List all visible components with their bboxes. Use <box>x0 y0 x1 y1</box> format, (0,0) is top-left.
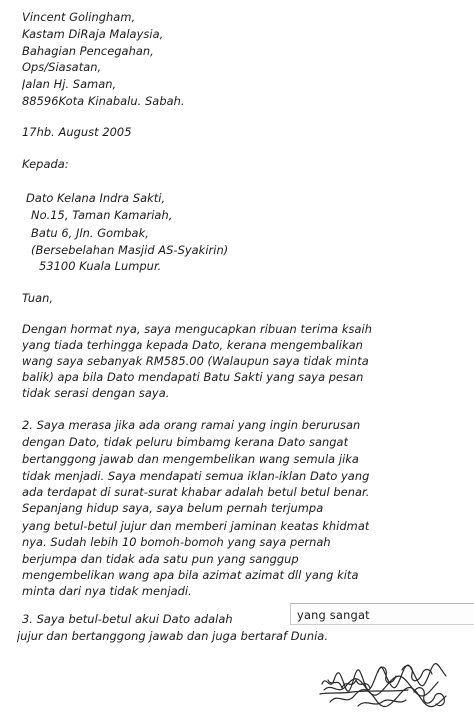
kepada-label: Kepada: <box>22 157 69 171</box>
recipient-name: Dato Kelana Indra Sakti, <box>26 191 166 205</box>
signature-scribble <box>318 662 452 712</box>
paragraph-line: berjumpa dan tidak ada satu pun yang sanggup <box>22 552 299 566</box>
sender-division: Bahagian Pencegahan, <box>22 44 154 58</box>
paragraph-line: Dengan hormat nya, saya mengucapkan ribuan terima ksaih <box>22 322 372 336</box>
paragraph-line: nya. Sudah lebih 10 bomoh-bomoh yang saya pernah <box>22 535 331 549</box>
paragraph-line: balik) apa bila Dato mendapati Batu Sakti yang saya pesan <box>22 370 364 384</box>
pasted-text: yang sangat <box>297 608 370 622</box>
salutation: Tuan, <box>22 291 54 305</box>
paragraph-line: mengembelikan wang apa bila azimat azimat dll yang kita <box>22 568 359 582</box>
recipient-address-3: (Bersebelahan Masjid AS-Syakirin) <box>31 243 229 257</box>
letter-date: 17hb. August 2005 <box>22 125 132 139</box>
paragraph-line: bertanggong jawab dan mengembelikan wang semula jika <box>22 452 359 466</box>
paragraph-line: dengan Dato, tidak peluru bimbamg kerana Dato sangat <box>22 435 349 449</box>
sender-agency: Kastam DiRaja Malaysia, <box>22 27 164 41</box>
paragraph-line: ada terdapat di surat-surat khabar adalah betul betul benar. <box>22 485 370 499</box>
paragraph-line: tidak menjadi. Saya mendapati semua iklan-iklan Dato yang <box>22 469 370 483</box>
paragraph-line: 2. Saya merasa jika ada orang ramai yang ingin berurusan <box>22 418 361 432</box>
sender-unit: Ops/Siasatan, <box>22 60 102 74</box>
paragraph-line: wang saya sebanyak RM585.00 (Walaupun saya tidak minta <box>22 354 369 368</box>
paragraph-line: minta dari nya tidak menjadi. <box>22 584 192 598</box>
paragraph-line: tidak serasi dengan saya. <box>22 386 170 400</box>
recipient-address-1: No.15, Taman Kamariah, <box>31 208 173 222</box>
recipient-postcode-city: 53100 Kuala Lumpur. <box>39 259 162 273</box>
paragraph-line: yang tiada terhingga kepada Dato, kerana mengembalikan <box>22 338 363 352</box>
paragraph-line: yang betul-betul jujur dan memberi jaminan keatas khidmat <box>22 519 370 533</box>
sender-name: Vincent Golingham, <box>22 10 136 24</box>
recipient-address-2: Batu 6, Jln. Gombak, <box>31 226 149 240</box>
paragraph-line: 3. Saya betul-betul akui Dato adalah <box>22 612 233 626</box>
sender-city: 88596Kota Kinabalu. Sabah. <box>22 94 185 108</box>
paragraph-line: jujur dan bertanggong jawab dan juga bertaraf Dunia. <box>17 629 329 643</box>
sender-street: Jalan Hj. Saman, <box>22 77 117 91</box>
paragraph-line: Sepanjang hidup saya, saya belum pernah terjumpa <box>22 501 324 515</box>
